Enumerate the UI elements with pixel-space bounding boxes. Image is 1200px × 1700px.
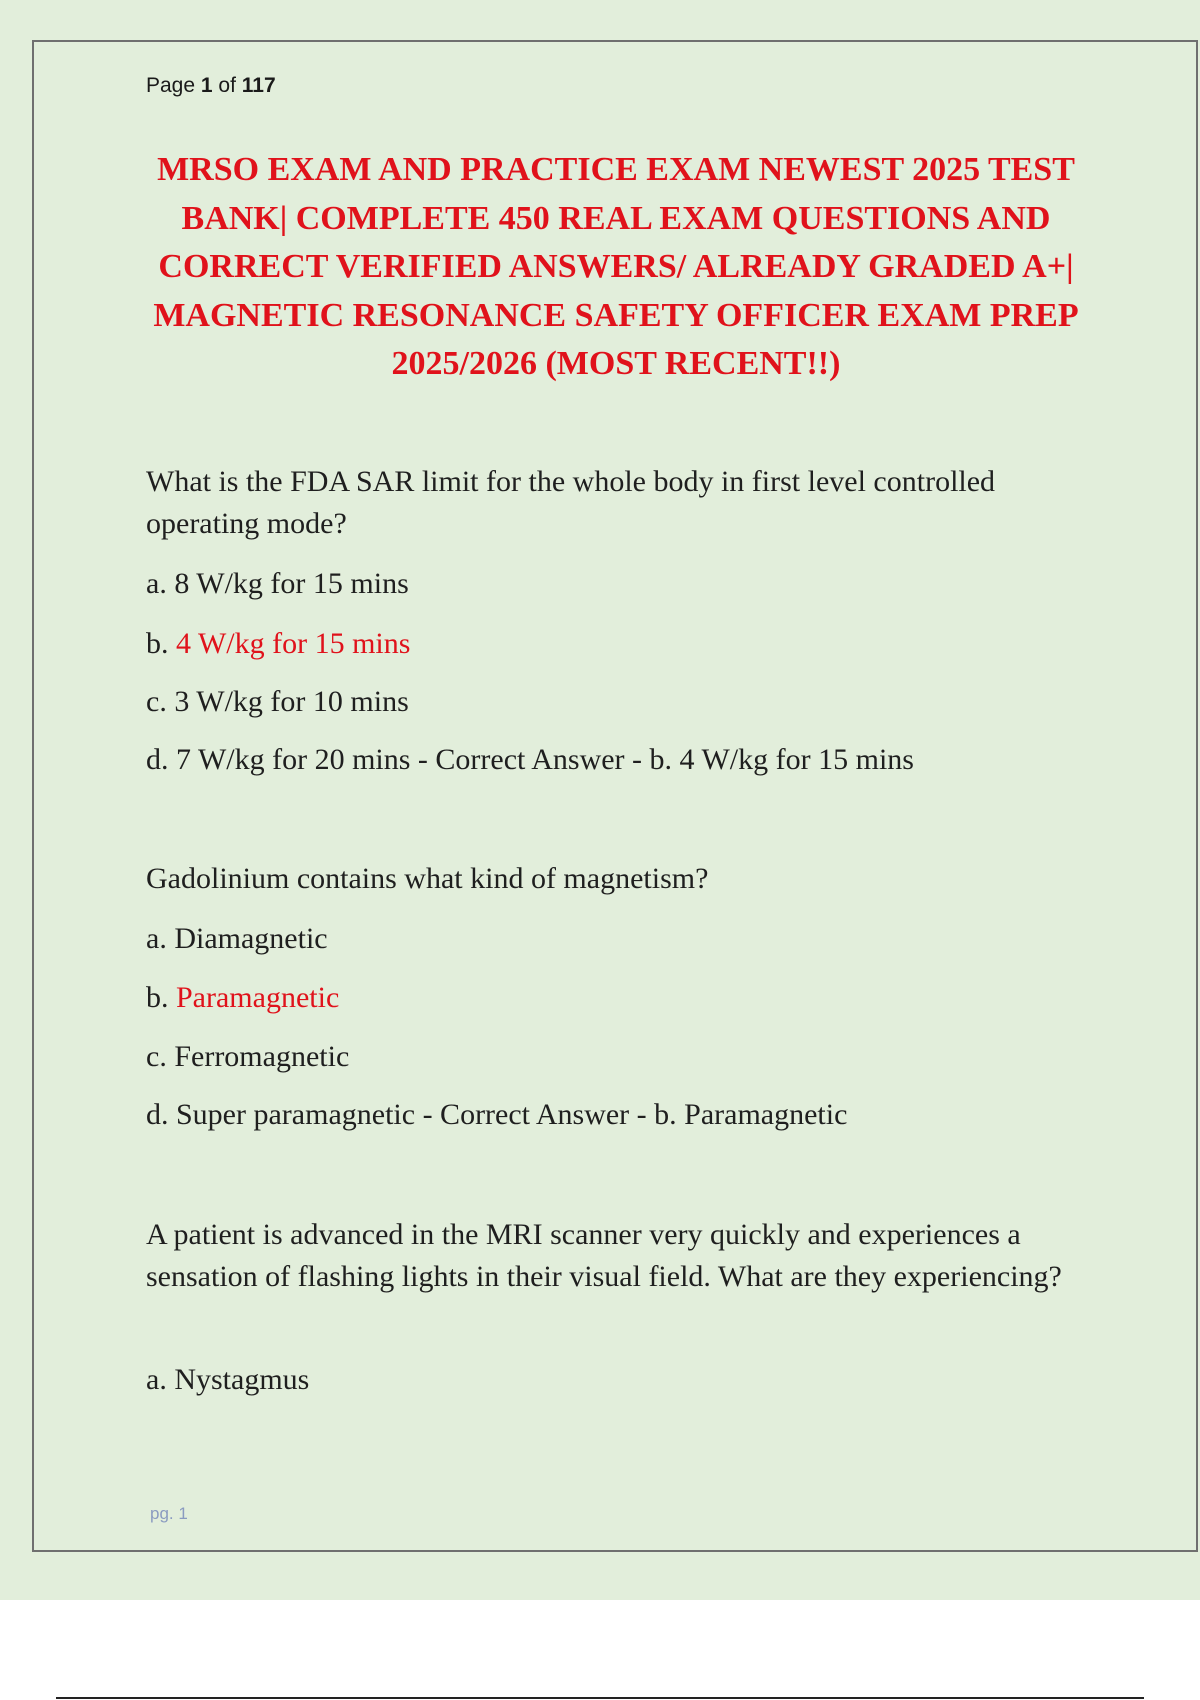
option-text: 8 W/kg for 15 mins <box>174 567 409 600</box>
option-text: 7 W/kg for 20 mins - Correct Answer - b. 4 W/kg for 15 mins <box>176 743 914 776</box>
question-2-option-b <box>146 980 339 1016</box>
question-2-option-c <box>146 1039 349 1075</box>
correct-option-text: 4 W/kg for 15 mins <box>176 627 411 660</box>
footer-page-number: pg. 1 <box>150 1504 188 1523</box>
question-3-option-a <box>146 1362 309 1398</box>
page-current: 1 <box>200 74 213 97</box>
option-prefix: a. <box>146 922 167 955</box>
option-prefix: d. <box>146 743 169 776</box>
question-1-option-c <box>146 684 409 720</box>
option-prefix: c. <box>146 685 167 718</box>
option-prefix: b. <box>146 627 169 660</box>
option-text: Super paramagnetic - Correct Answer - b. Paramagnetic <box>176 1098 848 1131</box>
document-title: MRSO EXAM AND PRACTICE EXAM NEWEST 2025 TEST BANK| COMPLETE 450 REAL EXAM QUESTIONS AND CORRECT VERIFIED ANSWERS/ ALREADY GRADED A+| MAGNETIC RESONANCE SAFETY OFFICER EXAM PREP 2025/2026 (MOST RECENT!!) <box>153 151 1079 382</box>
question-1-option-b <box>146 626 410 662</box>
option-prefix: c. <box>146 1040 167 1073</box>
bottom-divider <box>56 1697 1144 1699</box>
question-2-option-d <box>146 1097 847 1133</box>
correct-option-text: Paramagnetic <box>176 981 340 1014</box>
question-2-text: Gadolinium contains what kind of magnetism? <box>146 862 709 895</box>
option-prefix: b. <box>146 981 169 1014</box>
question-3-text: A patient is advanced in the MRI scanner very quickly and experiences a sensation of flashing lights in their visual field. What are they experiencing? <box>146 1218 1062 1293</box>
page-of: of <box>218 74 236 97</box>
option-prefix: a. <box>146 567 167 600</box>
page-total: 117 <box>241 74 276 97</box>
question-1-option-a <box>146 566 409 602</box>
option-text: Ferromagnetic <box>174 1040 350 1073</box>
option-text: Nystagmus <box>174 1363 310 1396</box>
page-counter <box>146 74 276 98</box>
page-prefix: Page <box>146 74 196 97</box>
question-2-option-a <box>146 921 328 957</box>
question-1-text: What is the FDA SAR limit for the whole body in first level controlled operating mode? <box>146 465 996 540</box>
option-prefix: a. <box>146 1363 167 1396</box>
question-1-option-d <box>146 742 914 778</box>
option-prefix: d. <box>146 1098 169 1131</box>
option-text: 3 W/kg for 10 mins <box>174 685 409 718</box>
option-text: Diamagnetic <box>174 922 328 955</box>
